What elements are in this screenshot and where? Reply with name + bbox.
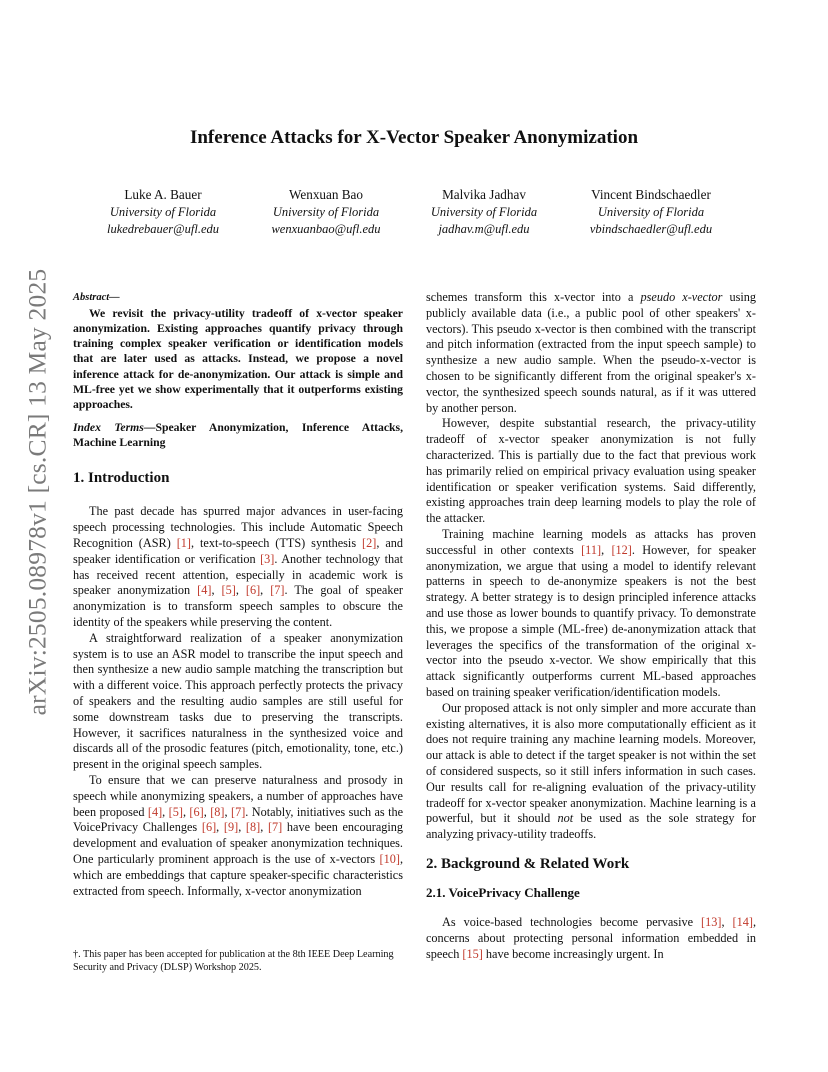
right-column <box>426 290 756 963</box>
author-name: Luke A. Bauer <box>124 187 202 202</box>
intro-paragraph-1: The past decade has spurred major advances in user-facing speech processing technologies. This include Automatic Speech Recognition (ASR) [1], text-to-speech (TTS) synthesis [2], and speaker identification or verification [3]. Another technology that has received recent attention, especially in academic work is speaker anonymization [4], [5], [6], [7]. The goal of speaker anonymization is to transform speech samples to obscure the identity of the speakers while preserving the content. <box>73 504 404 629</box>
author-name: Malvika Jadhav <box>442 187 526 202</box>
citation-link[interactable]: [7] <box>267 820 283 835</box>
citation-link[interactable]: [4] <box>197 583 212 598</box>
author-email: jadhav.m@ufl.edu <box>438 222 530 236</box>
author-email: vbindschaedler@ufl.edu <box>589 222 713 236</box>
paper-title: Inference Attacks for X-Vector Speaker Anonymization <box>189 127 639 148</box>
citation-link[interactable]: [2] <box>362 536 377 551</box>
citation-link[interactable]: [4] <box>147 804 163 819</box>
author-email: wenxuanbao@ufl.edu <box>271 222 381 236</box>
author-4 <box>561 186 741 238</box>
arxiv-stamp <box>22 268 52 716</box>
author-name: Wenxuan Bao <box>288 187 363 202</box>
arxiv-id: arXiv:2505.08978v1 [cs.CR] 13 May 2025 <box>22 268 52 716</box>
index-terms <box>73 420 403 450</box>
citation-link[interactable]: [11] <box>581 542 602 557</box>
citation-link[interactable]: [5] <box>221 583 236 598</box>
intro-paragraph-2: A straightforward realization of a speaker anonymization system is to use an ASR model to transcribe the input speech and then synthesize a new audio sample matching the transcription but with a different voice. This approach perfectly protects the privacy of speakers and the resulting audio samples are still useful for some downstream tasks due to preserving the transcripts. However, it sacrifices naturalness in the synthesized voice and discards all of the prosodic features (pitch, emotionality, tone, etc.) present in the original speech samples. <box>73 630 403 772</box>
index-terms-text: —Speaker Anonymization, Inference Attacks, Machine Learning <box>73 421 403 450</box>
right-paragraph-5: As voice-based technologies become pervasive [13], [14], concerns about protecting personal information embedded in speech [15] have become increasingly urgent. In <box>426 915 756 962</box>
author-1 <box>73 186 253 238</box>
citation-link[interactable]: [8] <box>245 820 261 835</box>
author-affiliation: University of Florida <box>272 205 380 219</box>
citation-link[interactable]: [7] <box>230 804 246 819</box>
abstract-heading: Abstract— <box>73 292 120 303</box>
citation-link[interactable]: [10] <box>379 851 400 866</box>
citation-link[interactable]: [15] <box>462 947 483 962</box>
intro-paragraph-3: To ensure that we can preserve naturalness and prosody in speech while anonymizing speakers, a number of approaches have been proposed [4], [5], [6], [8], [7]. Notably, initiatives such as the VoicePrivacy Challenges [6], [9], [8], [7] have been encouraging development and evaluation of speaker anonymization techniques. One particularly prominent approach is the use of x-vectors [10], which are embeddings that capture speaker-specific characteristics extracted from speech. Informally, x-vector anonymization <box>73 772 404 898</box>
footnote: †. This paper has been accepted for publication at the 8th IEEE Deep Learning Security and Privacy (DLSP) Workshop 2025. <box>73 949 394 973</box>
right-paragraph-1: schemes transform this x-vector into a pseudo x-vector using publicly available data (i.e., a public pool of other speakers' x-vectors). This pseudo x-vector is then combined with the transcript and pitch information (extracted from the input speech sample) to synthesize a new audio sample. When the pseudo-x-vector is chosen to be significantly different from the original speaker's x-vector, the synthesized speech sounds natural, as if it was uttered by another person. <box>426 290 756 415</box>
citation-link[interactable]: [13] <box>701 915 722 930</box>
citation-link[interactable]: [14] <box>732 915 753 930</box>
section-heading-introduction: 1. Introduction <box>73 469 170 486</box>
left-column <box>73 290 403 899</box>
citation-link[interactable]: [1] <box>176 536 192 551</box>
citation-link[interactable]: [6] <box>245 583 261 598</box>
right-paragraph-2: However, despite substantial research, the privacy-utility tradeoff of x-vector speaker anonymization is not fully characterized. This is partially due to the fact that previous work has primarily relied on empirical privacy evaluation using speaker identification or speaker verification systems. Said differently, existing approaches train deep learning models to play the role of the attacker. <box>426 416 756 526</box>
subsection-heading-voiceprivacy: 2.1. VoicePrivacy Challenge <box>426 884 580 900</box>
citation-link[interactable]: [5] <box>168 804 183 819</box>
right-paragraph-4: Our proposed attack is not only simpler and more accurate than existing alternatives, it is also more computationally efficient as it does not require training any machine learning models. Moreover, our attack is able to detect if the target speaker is not within the set of considered suspects, so it still infers information in such cases. Our results call for re-aligning evaluation of the privacy-utility tradeoff for x-vector speaker anonymization. Machine learning is a powerful, but it should not be used as the sole strategy for analyzing privacy-utility tradeoffs. <box>426 700 756 842</box>
author-affiliation: University of Florida <box>430 205 538 219</box>
citation-link[interactable]: [9] <box>223 820 239 835</box>
author-affiliation: University of Florida <box>109 205 217 219</box>
author-3 <box>394 186 574 238</box>
citation-link[interactable]: [12] <box>611 542 632 557</box>
author-2 <box>236 186 416 238</box>
citation-link[interactable]: [6] <box>201 820 217 835</box>
index-terms-label: Index Terms <box>73 421 144 435</box>
author-email: lukedrebauer@ufl.edu <box>106 222 220 236</box>
author-affiliation: University of Florida <box>597 205 705 219</box>
citation-link[interactable]: [8] <box>210 804 225 819</box>
citation-link[interactable]: [3] <box>260 551 275 566</box>
citation-link[interactable]: [6] <box>189 804 204 819</box>
citation-link[interactable]: [7] <box>270 583 285 598</box>
abstract-text: We revisit the privacy-utility tradeoff of x-vector speaker anonymization. Existing approaches quantify privacy through training complex speaker verification or identification models that are later used as attacks. Instead, we propose a novel inference attack for de-anonymization. Our attack is simple and ML-free yet we show experimentally that it outperforms existing approaches. <box>73 306 403 412</box>
section-heading-background: 2. Background & Related Work <box>426 855 630 872</box>
right-paragraph-3: Training machine learning models as attacks has proven successful in other contexts [11], [12]. However, for speaker anonymization, we argue that using a model to identify relevant patterns in speech to de-anonymize speakers is not the best strategy. A better strategy is to design principled inference attacks and use those as lower bounds to quantify privacy. To demonstrate this, we propose a simple (ML-free) de-anonymization attack that leverages the specifics of the transformation of the original x-vector into the pseudo x-vector. We show empirically that this attack significantly outperforms current ML-based approaches based on training speaker verification/identification models. <box>426 526 756 699</box>
author-name: Vincent Bindschaedler <box>591 187 711 202</box>
